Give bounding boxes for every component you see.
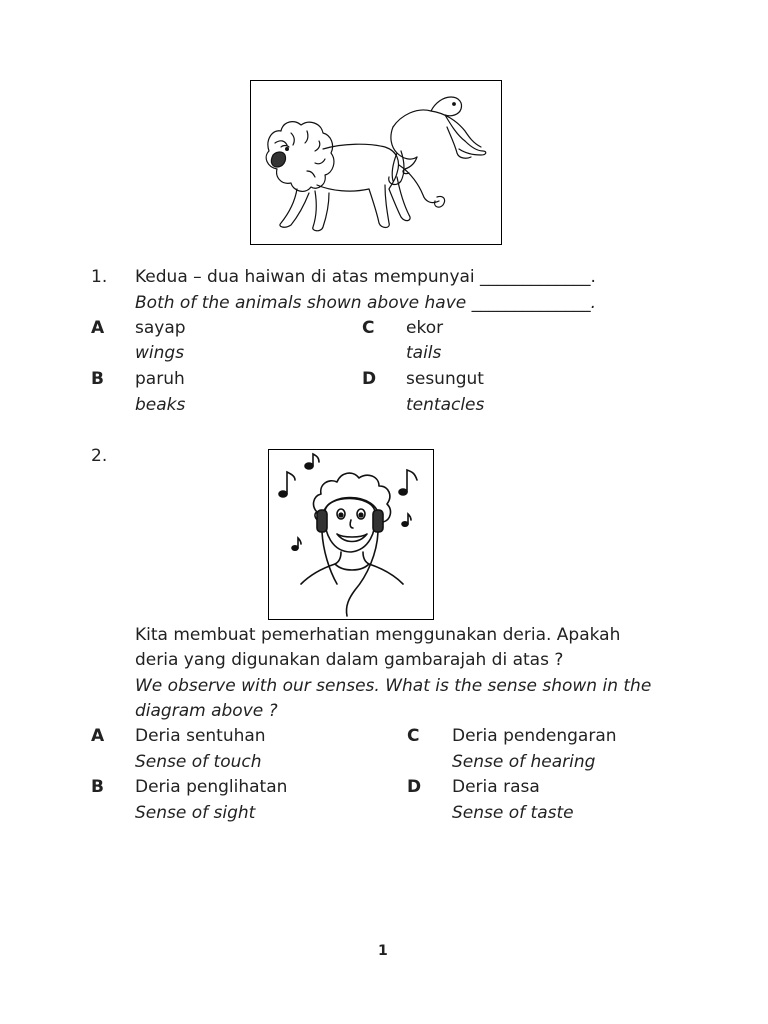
q2-question-english-line1: We observe with our senses. What is the sense shown in the xyxy=(135,676,652,696)
q2-option-a-letter[interactable]: A xyxy=(91,726,105,746)
q1-question-malay: Kedua – dua haiwan di atas mempunyai _____________. xyxy=(135,267,596,287)
q1-option-a-letter[interactable]: A xyxy=(91,318,105,338)
lion-and-monkey-illustration xyxy=(251,81,501,244)
q2-number: 2. xyxy=(91,446,108,466)
q1-option-a-malay[interactable]: sayap xyxy=(135,318,186,338)
q2-question-malay-line1: Kita membuat pemerhatian menggunakan deria. Apakah xyxy=(135,625,621,645)
q2-option-a-english: Sense of touch xyxy=(135,752,262,772)
q2-option-b-letter[interactable]: B xyxy=(91,777,104,797)
q1-option-b-malay[interactable]: paruh xyxy=(135,369,185,389)
q2-question-malay-line2: deria yang digunakan dalam gambarajah di atas ? xyxy=(135,650,564,670)
q1-question-english: Both of the animals shown above have ______________. xyxy=(135,293,597,313)
q2-option-c-malay[interactable]: Deria pendengaran xyxy=(452,726,617,746)
q1-option-c-english: tails xyxy=(406,343,442,363)
page-number: 1 xyxy=(378,943,388,959)
q1-option-d-letter[interactable]: D xyxy=(362,369,377,389)
animals-picture xyxy=(250,80,502,245)
q1-option-c-malay[interactable]: ekor xyxy=(406,318,444,338)
q1-option-b-letter[interactable]: B xyxy=(91,369,104,389)
q2-option-a-malay[interactable]: Deria sentuhan xyxy=(135,726,266,746)
q2-option-d-letter[interactable]: D xyxy=(407,777,422,797)
q2-option-d-english: Sense of taste xyxy=(452,803,574,823)
q2-option-b-malay[interactable]: Deria penglihatan xyxy=(135,777,288,797)
listening-picture xyxy=(268,449,434,620)
q2-option-d-malay[interactable]: Deria rasa xyxy=(452,777,540,797)
q1-option-b-english: beaks xyxy=(135,395,186,415)
q2-option-c-letter[interactable]: C xyxy=(407,726,420,746)
q1-option-d-malay[interactable]: sesungut xyxy=(406,369,484,389)
child-with-headphones-illustration xyxy=(269,450,433,619)
q1-option-d-english: tentacles xyxy=(406,395,485,415)
q2-question-english-line2: diagram above ? xyxy=(135,701,278,721)
q1-option-a-english: wings xyxy=(135,343,185,363)
q1-option-c-letter[interactable]: C xyxy=(362,318,375,338)
q1-number: 1. xyxy=(91,267,108,287)
q2-option-b-english: Sense of sight xyxy=(135,803,256,823)
q2-option-c-english: Sense of hearing xyxy=(452,752,596,772)
